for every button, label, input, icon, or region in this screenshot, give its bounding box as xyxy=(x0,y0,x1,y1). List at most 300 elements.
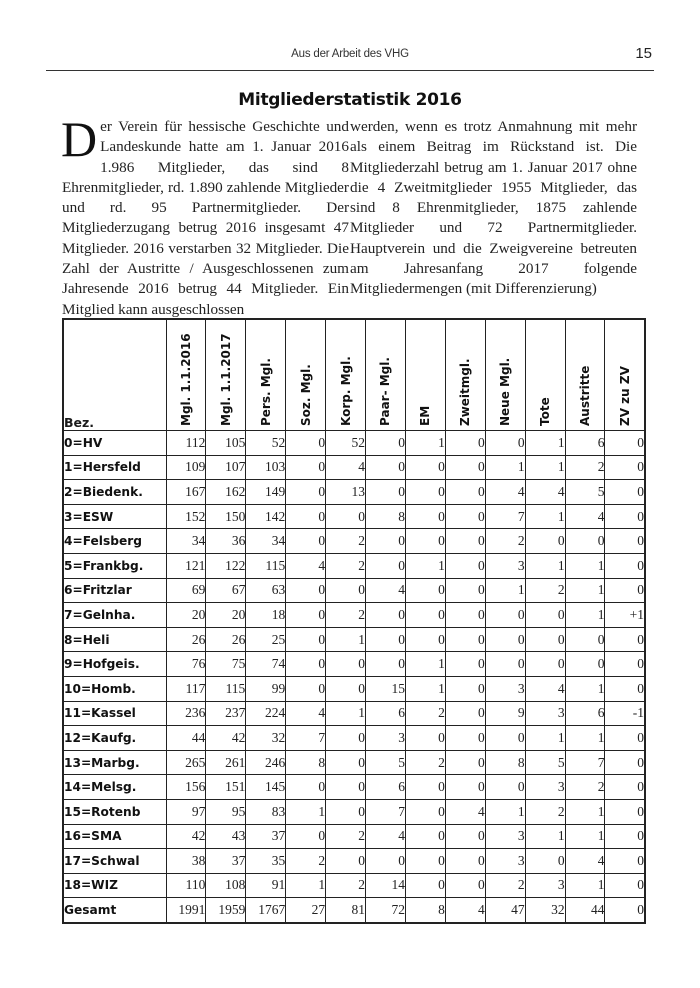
column-header xyxy=(445,319,485,431)
row-label-cell: 12=Kaufg. xyxy=(63,726,166,751)
value-cell: 2 xyxy=(326,603,366,628)
column-header-label: Pers. Mgl. xyxy=(258,358,273,426)
value-cell: 103 xyxy=(246,455,286,480)
value-cell: 1 xyxy=(525,824,565,849)
table-row xyxy=(63,873,645,898)
value-cell: 6 xyxy=(366,701,406,726)
value-cell: -1 xyxy=(605,701,645,726)
value-cell: 1991 xyxy=(166,898,206,923)
drop-cap: D xyxy=(61,111,98,167)
row-label-cell: 7=Gelnha. xyxy=(63,603,166,628)
value-cell: 109 xyxy=(166,455,206,480)
value-cell: 1 xyxy=(405,553,445,578)
value-cell: 3 xyxy=(485,824,525,849)
column-header-label: Zweitmgl. xyxy=(458,358,473,426)
value-cell: 6 xyxy=(565,431,605,456)
value-cell: 152 xyxy=(166,504,206,529)
value-cell: 0 xyxy=(286,455,326,480)
value-cell: 7 xyxy=(565,750,605,775)
value-cell: 1767 xyxy=(246,898,286,923)
value-cell: 44 xyxy=(565,898,605,923)
value-cell: 0 xyxy=(286,676,326,701)
value-cell: 167 xyxy=(166,480,206,505)
value-cell: 0 xyxy=(445,849,485,874)
column-header-wrap xyxy=(286,320,325,430)
value-cell: 162 xyxy=(206,480,246,505)
value-cell: 0 xyxy=(366,627,406,652)
value-cell: 1 xyxy=(565,726,605,751)
value-cell: 0 xyxy=(445,873,485,898)
value-cell: 4 xyxy=(366,824,406,849)
value-cell: 8 xyxy=(366,504,406,529)
column-header-wrap xyxy=(566,320,605,430)
value-cell: 0 xyxy=(445,701,485,726)
value-cell: 1 xyxy=(485,455,525,480)
value-cell: 1 xyxy=(405,676,445,701)
value-cell: 2 xyxy=(565,455,605,480)
column-header-label: Austritte xyxy=(578,365,593,426)
column-header xyxy=(565,319,605,431)
value-cell: 35 xyxy=(246,849,286,874)
column-header-wrap xyxy=(366,320,405,430)
value-cell: 3 xyxy=(485,553,525,578)
value-cell: 2 xyxy=(286,849,326,874)
value-cell: 1 xyxy=(485,578,525,603)
table-row xyxy=(63,529,645,554)
value-cell: 0 xyxy=(445,726,485,751)
value-cell: 42 xyxy=(166,824,206,849)
value-cell: 95 xyxy=(206,799,246,824)
value-cell: 0 xyxy=(605,529,645,554)
value-cell: 3 xyxy=(366,726,406,751)
value-cell: 1 xyxy=(565,603,605,628)
value-cell: 0 xyxy=(366,529,406,554)
value-cell: 0 xyxy=(445,750,485,775)
value-cell: 0 xyxy=(605,676,645,701)
value-cell: 67 xyxy=(206,578,246,603)
value-cell: 246 xyxy=(246,750,286,775)
value-cell: 97 xyxy=(166,799,206,824)
value-cell: 81 xyxy=(326,898,366,923)
value-cell: 1 xyxy=(565,799,605,824)
value-cell: 0 xyxy=(286,775,326,800)
table-row xyxy=(63,480,645,505)
body-paragraph-right: werden, wenn es trotz Anmahnung mit mehr als einem Beitrag im Rückstand ist. Die Mitgliederzahl betrug am 1. Januar 2017 ohne die 4 Zweitmitglieder 1955 Mitglieder, das sind 8 Ehrenmitglieder, 1875 zahlende Mitglieder und 72 Partnermitglieder. Hauptverein und die Zweigvereine betreuten am Jahresanfang 2017 folgende Mitgliedermengen (mit Differenzierung) xyxy=(350,118,637,298)
column-header-wrap xyxy=(605,320,644,430)
column-header-label: Neue Mgl. xyxy=(498,357,513,426)
column-header xyxy=(605,319,645,431)
row-label-cell: 11=Kassel xyxy=(63,701,166,726)
page-number: 15 xyxy=(635,45,652,62)
value-cell: 15 xyxy=(366,676,406,701)
value-cell: 0 xyxy=(286,578,326,603)
value-cell: 115 xyxy=(206,676,246,701)
value-cell: 0 xyxy=(565,652,605,677)
value-cell: 0 xyxy=(405,627,445,652)
value-cell: 9 xyxy=(485,701,525,726)
value-cell: 3 xyxy=(525,873,565,898)
column-header-wrap xyxy=(326,320,365,430)
column-header-bez: Bez. xyxy=(63,319,166,431)
value-cell: 0 xyxy=(405,480,445,505)
row-label-cell: 2=Biedenk. xyxy=(63,480,166,505)
value-cell: 0 xyxy=(605,726,645,751)
table-row xyxy=(63,676,645,701)
value-cell: 1 xyxy=(286,873,326,898)
value-cell: 18 xyxy=(246,603,286,628)
value-cell: 52 xyxy=(326,431,366,456)
value-cell: 6 xyxy=(366,775,406,800)
value-cell: 34 xyxy=(246,529,286,554)
value-cell: 1 xyxy=(525,455,565,480)
value-cell: 4 xyxy=(525,480,565,505)
value-cell: 20 xyxy=(206,603,246,628)
value-cell: 4 xyxy=(525,676,565,701)
value-cell: 110 xyxy=(166,873,206,898)
value-cell: 4 xyxy=(326,455,366,480)
value-cell: 0 xyxy=(366,431,406,456)
value-cell: 108 xyxy=(206,873,246,898)
value-cell: 0 xyxy=(405,849,445,874)
value-cell: 0 xyxy=(485,627,525,652)
value-cell: 1 xyxy=(326,627,366,652)
value-cell: 1 xyxy=(565,824,605,849)
row-label-cell: 17=Schwal xyxy=(63,849,166,874)
row-label-cell: 0=HV xyxy=(63,431,166,456)
value-cell: 0 xyxy=(485,652,525,677)
value-cell: 0 xyxy=(605,652,645,677)
value-cell: 237 xyxy=(206,701,246,726)
column-header-wrap xyxy=(486,320,525,430)
value-cell: 0 xyxy=(445,431,485,456)
value-cell: 107 xyxy=(206,455,246,480)
value-cell: 4 xyxy=(485,480,525,505)
value-cell: 4 xyxy=(565,504,605,529)
value-cell: 0 xyxy=(565,529,605,554)
value-cell: 4 xyxy=(286,701,326,726)
value-cell: 0 xyxy=(605,750,645,775)
value-cell: 32 xyxy=(246,726,286,751)
value-cell: 2 xyxy=(485,873,525,898)
value-cell: 76 xyxy=(166,652,206,677)
value-cell: 0 xyxy=(605,431,645,456)
value-cell: 0 xyxy=(326,676,366,701)
column-header-wrap xyxy=(446,320,485,430)
value-cell: 99 xyxy=(246,676,286,701)
value-cell: 7 xyxy=(366,799,406,824)
value-cell: 236 xyxy=(166,701,206,726)
table-row xyxy=(63,799,645,824)
value-cell: 4 xyxy=(445,799,485,824)
value-cell: 3 xyxy=(485,849,525,874)
value-cell: 0 xyxy=(605,898,645,923)
table-row xyxy=(63,775,645,800)
value-cell: 0 xyxy=(485,775,525,800)
value-cell: 1 xyxy=(405,431,445,456)
column-header-wrap xyxy=(526,320,565,430)
value-cell: 115 xyxy=(246,553,286,578)
table-row xyxy=(63,553,645,578)
value-cell: 0 xyxy=(445,652,485,677)
row-label-cell: 13=Marbg. xyxy=(63,750,166,775)
value-cell: 27 xyxy=(286,898,326,923)
value-cell: 3 xyxy=(485,676,525,701)
value-cell: 0 xyxy=(286,504,326,529)
table-row xyxy=(63,431,645,456)
value-cell: 1 xyxy=(565,578,605,603)
value-cell: 69 xyxy=(166,578,206,603)
table-row xyxy=(63,455,645,480)
row-label-cell: 10=Homb. xyxy=(63,676,166,701)
value-cell: 1 xyxy=(525,553,565,578)
table-row xyxy=(63,603,645,628)
column-header-wrap xyxy=(167,320,206,430)
running-title: Aus der Arbeit des VHG xyxy=(291,48,409,60)
value-cell: 0 xyxy=(605,775,645,800)
value-cell: 150 xyxy=(206,504,246,529)
value-cell: 122 xyxy=(206,553,246,578)
column-header xyxy=(525,319,565,431)
value-cell: 0 xyxy=(605,849,645,874)
value-cell: 0 xyxy=(405,603,445,628)
value-cell: 2 xyxy=(485,529,525,554)
column-header-label: ZV zu ZV xyxy=(617,366,632,426)
value-cell: 75 xyxy=(206,652,246,677)
value-cell: 0 xyxy=(445,553,485,578)
value-cell: 0 xyxy=(445,824,485,849)
value-cell: 0 xyxy=(525,529,565,554)
value-cell: 112 xyxy=(166,431,206,456)
value-cell: 26 xyxy=(206,627,246,652)
value-cell: 47 xyxy=(485,898,525,923)
row-label-cell: 9=Hofgeis. xyxy=(63,652,166,677)
value-cell: 0 xyxy=(405,726,445,751)
value-cell: 265 xyxy=(166,750,206,775)
value-cell: 0 xyxy=(605,873,645,898)
value-cell: 7 xyxy=(485,504,525,529)
value-cell: 0 xyxy=(405,873,445,898)
table-header-row xyxy=(63,319,645,431)
value-cell: 20 xyxy=(166,603,206,628)
value-cell: 0 xyxy=(605,627,645,652)
row-label-cell: 4=Felsberg xyxy=(63,529,166,554)
table-row xyxy=(63,726,645,751)
value-cell: 2 xyxy=(326,824,366,849)
value-cell: 8 xyxy=(286,750,326,775)
value-cell: 0 xyxy=(485,431,525,456)
value-cell: 0 xyxy=(405,799,445,824)
value-cell: 43 xyxy=(206,824,246,849)
value-cell: 0 xyxy=(445,578,485,603)
value-cell: 2 xyxy=(525,799,565,824)
value-cell: 0 xyxy=(366,603,406,628)
column-header xyxy=(485,319,525,431)
value-cell: 5 xyxy=(525,750,565,775)
value-cell: 0 xyxy=(366,849,406,874)
value-cell: 0 xyxy=(405,455,445,480)
column-header-wrap xyxy=(246,320,285,430)
row-label-cell: 3=ESW xyxy=(63,504,166,529)
value-cell: 0 xyxy=(445,504,485,529)
value-cell: 121 xyxy=(166,553,206,578)
value-cell: 1 xyxy=(525,431,565,456)
column-header-label: Mgl. 1.1.2016 xyxy=(178,333,193,426)
value-cell: 0 xyxy=(525,627,565,652)
row-label-cell: 14=Melsg. xyxy=(63,775,166,800)
row-label-cell: 6=Fritzlar xyxy=(63,578,166,603)
row-label-cell: 18=WIZ xyxy=(63,873,166,898)
value-cell: 1 xyxy=(525,504,565,529)
value-cell: 26 xyxy=(166,627,206,652)
value-cell: 0 xyxy=(405,775,445,800)
value-cell: 1 xyxy=(565,873,605,898)
value-cell: 0 xyxy=(605,504,645,529)
column-header xyxy=(246,319,286,431)
value-cell: 0 xyxy=(405,529,445,554)
value-cell: 0 xyxy=(445,627,485,652)
row-label-cell: Gesamt xyxy=(63,898,166,923)
value-cell: 0 xyxy=(286,627,326,652)
row-label-cell: 1=Hersfeld xyxy=(63,455,166,480)
value-cell: 1 xyxy=(565,553,605,578)
table-total-row xyxy=(63,898,645,923)
value-cell: 0 xyxy=(485,726,525,751)
value-cell: 0 xyxy=(286,824,326,849)
value-cell: 0 xyxy=(326,726,366,751)
value-cell: 0 xyxy=(326,775,366,800)
value-cell: 38 xyxy=(166,849,206,874)
value-cell: 0 xyxy=(326,504,366,529)
value-cell: 13 xyxy=(326,480,366,505)
value-cell: 4 xyxy=(366,578,406,603)
value-cell: 0 xyxy=(525,652,565,677)
value-cell: 72 xyxy=(366,898,406,923)
value-cell: 3 xyxy=(525,701,565,726)
value-cell: 4 xyxy=(445,898,485,923)
value-cell: 0 xyxy=(605,824,645,849)
value-cell: 0 xyxy=(286,480,326,505)
value-cell: 0 xyxy=(286,431,326,456)
column-header-label: Korp. Mgl. xyxy=(338,356,353,426)
value-cell: 1959 xyxy=(206,898,246,923)
row-label-cell: 15=Rotenb xyxy=(63,799,166,824)
value-cell: 0 xyxy=(286,603,326,628)
value-cell: 0 xyxy=(445,529,485,554)
value-cell: 0 xyxy=(326,849,366,874)
value-cell: 4 xyxy=(286,553,326,578)
value-cell: 117 xyxy=(166,676,206,701)
value-cell: 1 xyxy=(286,799,326,824)
value-cell: 14 xyxy=(366,873,406,898)
column-header xyxy=(166,319,206,431)
value-cell: 0 xyxy=(366,480,406,505)
value-cell: 0 xyxy=(286,652,326,677)
table-row xyxy=(63,824,645,849)
value-cell: 37 xyxy=(246,824,286,849)
value-cell: 52 xyxy=(246,431,286,456)
value-cell: 2 xyxy=(326,873,366,898)
value-cell: 261 xyxy=(206,750,246,775)
value-cell: 37 xyxy=(206,849,246,874)
value-cell: 0 xyxy=(286,529,326,554)
value-cell: 42 xyxy=(206,726,246,751)
row-label-cell: 5=Frankbg. xyxy=(63,553,166,578)
table-row xyxy=(63,652,645,677)
value-cell: 83 xyxy=(246,799,286,824)
value-cell: 0 xyxy=(605,799,645,824)
value-cell: 145 xyxy=(246,775,286,800)
value-cell: 32 xyxy=(525,898,565,923)
value-cell: 2 xyxy=(565,775,605,800)
column-header xyxy=(286,319,326,431)
value-cell: 149 xyxy=(246,480,286,505)
table-row xyxy=(63,701,645,726)
value-cell: 0 xyxy=(565,627,605,652)
value-cell: 0 xyxy=(405,504,445,529)
column-header-wrap xyxy=(406,320,445,430)
column-header-label: Paar- Mgl. xyxy=(378,357,393,426)
value-cell: 4 xyxy=(565,849,605,874)
value-cell: 2 xyxy=(326,529,366,554)
value-cell: 151 xyxy=(206,775,246,800)
value-cell: 0 xyxy=(605,578,645,603)
value-cell: 74 xyxy=(246,652,286,677)
value-cell: 0 xyxy=(445,455,485,480)
value-cell: 6 xyxy=(565,701,605,726)
value-cell: 0 xyxy=(525,849,565,874)
body-paragraph-left: er Verein für hessische Geschichte und Landeskunde hatte am 1. Januar 2016 1.986 Mitglieder, das sind 8 Ehrenmitglieder, rd. 1.890 zahlende Mitglieder und rd. 95 Partnermitglieder. Der Mitgliederzugang betrug 2016 insgesamt 47 Mitglieder. 2016 verstarben 32 Mitglieder. Die Zahl der Austritte / Ausgeschlossenen zum Jahresende 2016 betrug 44 Mitglieder. Ein Mitglied kann ausgeschlossen xyxy=(62,118,349,318)
value-cell: 36 xyxy=(206,529,246,554)
column-header-label: Soz. Mgl. xyxy=(298,364,313,426)
column-header xyxy=(206,319,246,431)
value-cell: 2 xyxy=(525,578,565,603)
value-cell: 156 xyxy=(166,775,206,800)
value-cell: 8 xyxy=(485,750,525,775)
value-cell: 0 xyxy=(445,775,485,800)
value-cell: 5 xyxy=(565,480,605,505)
value-cell: 0 xyxy=(525,603,565,628)
value-cell: 224 xyxy=(246,701,286,726)
table-body xyxy=(63,431,645,923)
running-header xyxy=(46,44,654,71)
column-header xyxy=(326,319,366,431)
column-header-label: Mgl. 1.1.2017 xyxy=(218,333,233,426)
value-cell: 0 xyxy=(445,603,485,628)
value-cell: 0 xyxy=(326,652,366,677)
value-cell: 0 xyxy=(326,799,366,824)
value-cell: 0 xyxy=(605,455,645,480)
value-cell: 5 xyxy=(366,750,406,775)
column-header-label: Tote xyxy=(538,397,553,426)
column-header xyxy=(405,319,445,431)
value-cell: 105 xyxy=(206,431,246,456)
value-cell: 0 xyxy=(326,578,366,603)
value-cell: 2 xyxy=(405,750,445,775)
row-label-cell: 16=SMA xyxy=(63,824,166,849)
value-cell: 8 xyxy=(405,898,445,923)
value-cell: 63 xyxy=(246,578,286,603)
value-cell: 0 xyxy=(485,603,525,628)
value-cell: 0 xyxy=(445,480,485,505)
value-cell: 1 xyxy=(485,799,525,824)
value-cell: 0 xyxy=(326,750,366,775)
value-cell: +1 xyxy=(605,603,645,628)
table-row xyxy=(63,849,645,874)
value-cell: 0 xyxy=(366,455,406,480)
value-cell: 2 xyxy=(326,553,366,578)
value-cell: 91 xyxy=(246,873,286,898)
table-row xyxy=(63,627,645,652)
